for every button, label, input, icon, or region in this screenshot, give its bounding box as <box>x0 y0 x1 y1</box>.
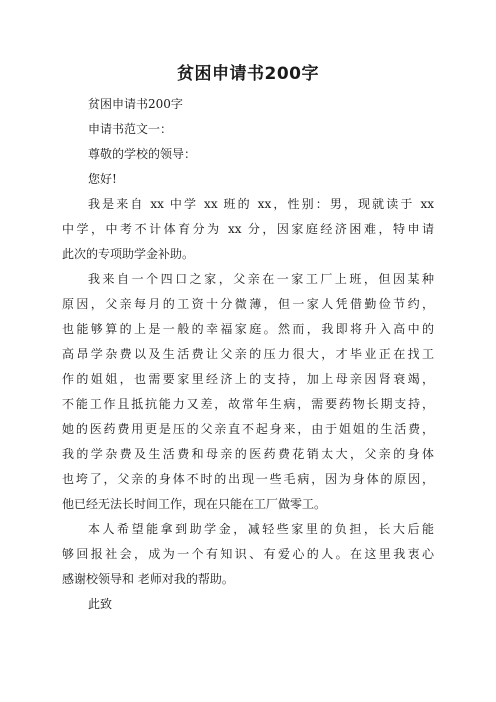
text-line: 她的医药费用更是压的父亲直不起身来，由于姐姐的生活费， <box>62 422 434 436</box>
text-line: 我来自一个四口之家，父亲在一家工厂上班，但因某种 <box>88 272 434 286</box>
text-line: 贫困申请书200字 <box>88 97 183 111</box>
text-line: 尊敬的学校的领导： <box>88 147 197 161</box>
text-line: 也垮了，父亲的身体不时的出现一些毛病，因为身体的原因， <box>62 472 434 486</box>
text-line: 感谢校领导和 老师对我的帮助。 <box>62 572 234 586</box>
document-title: 贫困申请书200字 <box>177 64 319 84</box>
text-line: 我是来自 xx 中学 xx 班的 xx，性别：男，现就读于 xx <box>88 197 434 211</box>
text-line: 申请书范文一： <box>88 122 173 136</box>
text-line: 本人希望能拿到助学金，减轻些家里的负担，长大后能 <box>88 522 434 536</box>
text-line: 够回报社会，成为一个有知识、有爱心的人。在这里我衷心 <box>62 547 434 561</box>
text-line: 作的姐姐，也需要家里经济上的支持，加上母亲因肾衰竭， <box>62 372 434 386</box>
text-line: 原因，父亲每月的工资十分微薄，但一家人凭借勤俭节约， <box>62 297 434 311</box>
text-line: 不能工作且抵抗能力又差，故常年生病，需要药物长期支持， <box>62 397 434 411</box>
text-line: 中学，中考不计体育分为 xx 分，因家庭经济困难，特申请 <box>62 222 434 236</box>
document-body <box>62 92 434 617</box>
text-line: 您好! <box>88 172 117 186</box>
text-line: 此致 <box>88 597 113 611</box>
text-line: 也能够算的上是一般的幸福家庭。然而，我即将升入高中的 <box>62 322 434 336</box>
text-line: 我的学杂费及生活费和母亲的医药费花销太大，父亲的身体 <box>62 447 434 461</box>
text-line: 高昂学杂费以及生活费让父亲的压力很大，才毕业正在找工 <box>62 347 434 361</box>
text-line: 他已经无法长时间工作，现在只能在工厂做零工。 <box>62 497 327 511</box>
text-line: 此次的专项助学金补助。 <box>62 247 195 261</box>
